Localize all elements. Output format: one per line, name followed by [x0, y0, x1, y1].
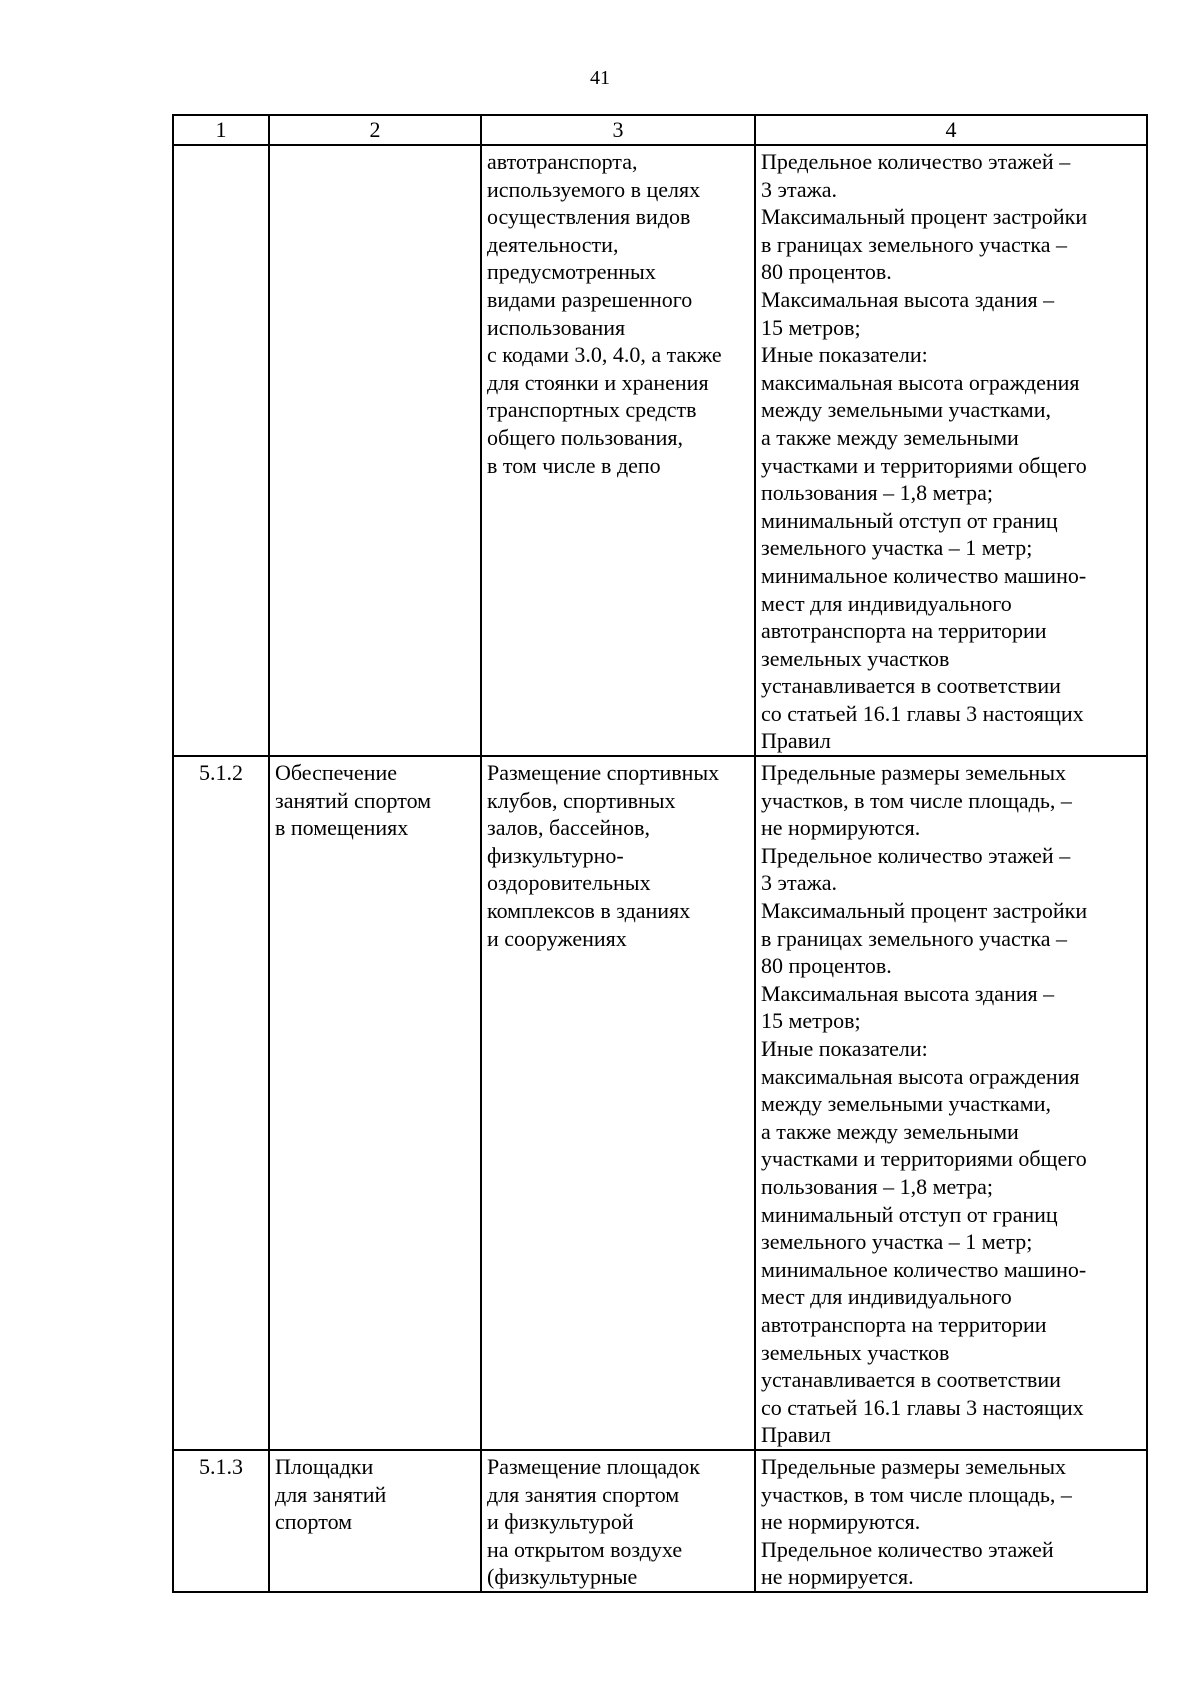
parameters-line: устанавливается в соответствии [761, 1367, 1061, 1393]
parameters-line: земельного участка – 1 метр; [761, 1229, 1033, 1255]
description-line: Размещение спортивных [487, 760, 720, 786]
parameters-line: не нормируются. [761, 815, 921, 841]
cell-name [269, 756, 481, 1450]
parameters-line: Правил [761, 1422, 831, 1448]
description-line: в том числе в депо [487, 452, 661, 478]
cell-name [269, 145, 481, 756]
parameters-line: участков, в том числе площадь, – [761, 1481, 1072, 1507]
description-line: деятельности, [487, 231, 619, 257]
parameters-line: а также между земельными [761, 1118, 1019, 1144]
description-line: для стоянки и хранения [487, 369, 709, 395]
description-line: залов, бассейнов, [487, 815, 650, 841]
cell-description [481, 756, 755, 1450]
parameters-line: 80 процентов. [761, 953, 892, 979]
parameters-line: не нормируется. [761, 1564, 914, 1590]
parameters-line: Предельные размеры земельных [761, 760, 1066, 786]
parameters-line: земельного участка – 1 метр; [761, 535, 1033, 561]
description-line: видами разрешенного [487, 286, 693, 312]
name-line: спортом [275, 1509, 353, 1535]
description-line: на открытом воздухе [487, 1536, 683, 1562]
parameters-line: 15 метров; [761, 1008, 861, 1034]
table-header-row [173, 115, 1147, 145]
table-row [173, 1450, 1147, 1592]
name-line: Обеспечение [275, 760, 397, 786]
description-line: оздоровительных [487, 870, 651, 896]
description-line: и сооружениях [487, 925, 627, 951]
parameters-line: устанавливается в соответствии [761, 673, 1061, 699]
table-row [173, 145, 1147, 756]
parameters-line: а также между земельными [761, 424, 1019, 450]
parameters-line: земельных участков [761, 1339, 950, 1365]
parameters-line: Максимальная высота здания – [761, 286, 1055, 312]
description-line: используемого в целях [487, 176, 701, 202]
parameters-line: автотранспорта на территории [761, 618, 1047, 644]
cell-code [173, 145, 269, 756]
parameters-line: Предельное количество этажей – [761, 842, 1071, 868]
cell-description [481, 145, 755, 756]
parameters-line: мест для индивидуального [761, 590, 1012, 616]
parameters-line: пользования – 1,8 метра; [761, 480, 994, 506]
parameters-line: автотранспорта на территории [761, 1311, 1047, 1337]
name-line: занятий спортом [275, 787, 432, 813]
description-line: (физкультурные [487, 1564, 638, 1590]
cell-parameters [755, 756, 1147, 1450]
page-number: 41 [590, 67, 610, 89]
parameters-line: Максимальная высота здания – [761, 980, 1055, 1006]
land-use-table [172, 114, 1148, 1593]
parameters-line: между земельными участками, [761, 1091, 1052, 1117]
parameters-line: Предельные размеры земельных [761, 1453, 1066, 1479]
column-header-1: 1 [173, 115, 269, 145]
description-line: клубов, спортивных [487, 787, 676, 813]
parameters-line: минимальный отступ от границ [761, 507, 1058, 533]
name-line: Площадки [275, 1453, 374, 1479]
parameters-line: в границах земельного участка – [761, 925, 1067, 951]
description-line: предусмотренных [487, 259, 656, 285]
name-line: в помещениях [275, 815, 409, 841]
parameters-line: со статьей 16.1 главы 3 настоящих [761, 700, 1084, 726]
parameters-line: мест для индивидуального [761, 1284, 1012, 1310]
cell-parameters [755, 1450, 1147, 1592]
parameters-line: максимальная высота ограждения [761, 369, 1080, 395]
parameters-line: Предельное количество этажей [761, 1536, 1054, 1562]
parameters-line: пользования – 1,8 метра; [761, 1173, 994, 1199]
parameters-line: Правил [761, 728, 831, 754]
cell-parameters [755, 145, 1147, 756]
description-line: общего пользования, [487, 424, 683, 450]
parameters-line: минимальное количество машино- [761, 562, 1087, 588]
description-line: Размещение площадок [487, 1453, 700, 1479]
column-header-3: 3 [481, 115, 755, 145]
parameters-line: 15 метров; [761, 314, 861, 340]
cell-code: 5.1.2 [173, 756, 269, 1450]
cell-name [269, 1450, 481, 1592]
parameters-line: Иные показатели: [761, 342, 928, 368]
parameters-line: между земельными участками, [761, 397, 1052, 423]
description-line: для занятия спортом [487, 1481, 680, 1507]
description-line: комплексов в зданиях [487, 898, 691, 924]
description-line: использования [487, 314, 626, 340]
parameters-line: участков, в том числе площадь, – [761, 787, 1072, 813]
description-line: и физкультурой [487, 1509, 634, 1535]
parameters-line: участками и территориями общего [761, 1146, 1087, 1172]
parameters-line: Максимальный процент застройки [761, 898, 1088, 924]
parameters-line: 3 этажа. [761, 176, 838, 202]
parameters-line: Предельное количество этажей – [761, 149, 1071, 174]
parameters-line: 80 процентов. [761, 259, 892, 285]
parameters-line: не нормируются. [761, 1509, 921, 1535]
parameters-line: участками и территориями общего [761, 452, 1087, 478]
name-line: для занятий [275, 1481, 387, 1507]
parameters-line: земельных участков [761, 645, 950, 671]
parameters-line: со статьей 16.1 главы 3 настоящих [761, 1394, 1084, 1420]
parameters-line: в границах земельного участка – [761, 231, 1067, 257]
description-line: осуществления видов [487, 204, 691, 230]
parameters-line: 3 этажа. [761, 870, 838, 896]
description-line: с кодами 3.0, 4.0, а также [487, 342, 722, 368]
description-line: автотранспорта, [487, 149, 638, 174]
description-line: транспортных средств [487, 397, 697, 423]
description-line: физкультурно- [487, 842, 624, 868]
table-body [173, 145, 1147, 1592]
column-header-4: 4 [755, 115, 1147, 145]
parameters-line: Иные показатели: [761, 1036, 928, 1061]
column-header-2: 2 [269, 115, 481, 145]
parameters-line: минимальный отступ от границ [761, 1201, 1058, 1227]
cell-code: 5.1.3 [173, 1450, 269, 1592]
parameters-line: максимальная высота ограждения [761, 1063, 1080, 1089]
cell-description [481, 1450, 755, 1592]
parameters-line: Максимальный процент застройки [761, 204, 1088, 230]
table-row [173, 756, 1147, 1450]
parameters-line: минимальное количество машино- [761, 1256, 1087, 1282]
